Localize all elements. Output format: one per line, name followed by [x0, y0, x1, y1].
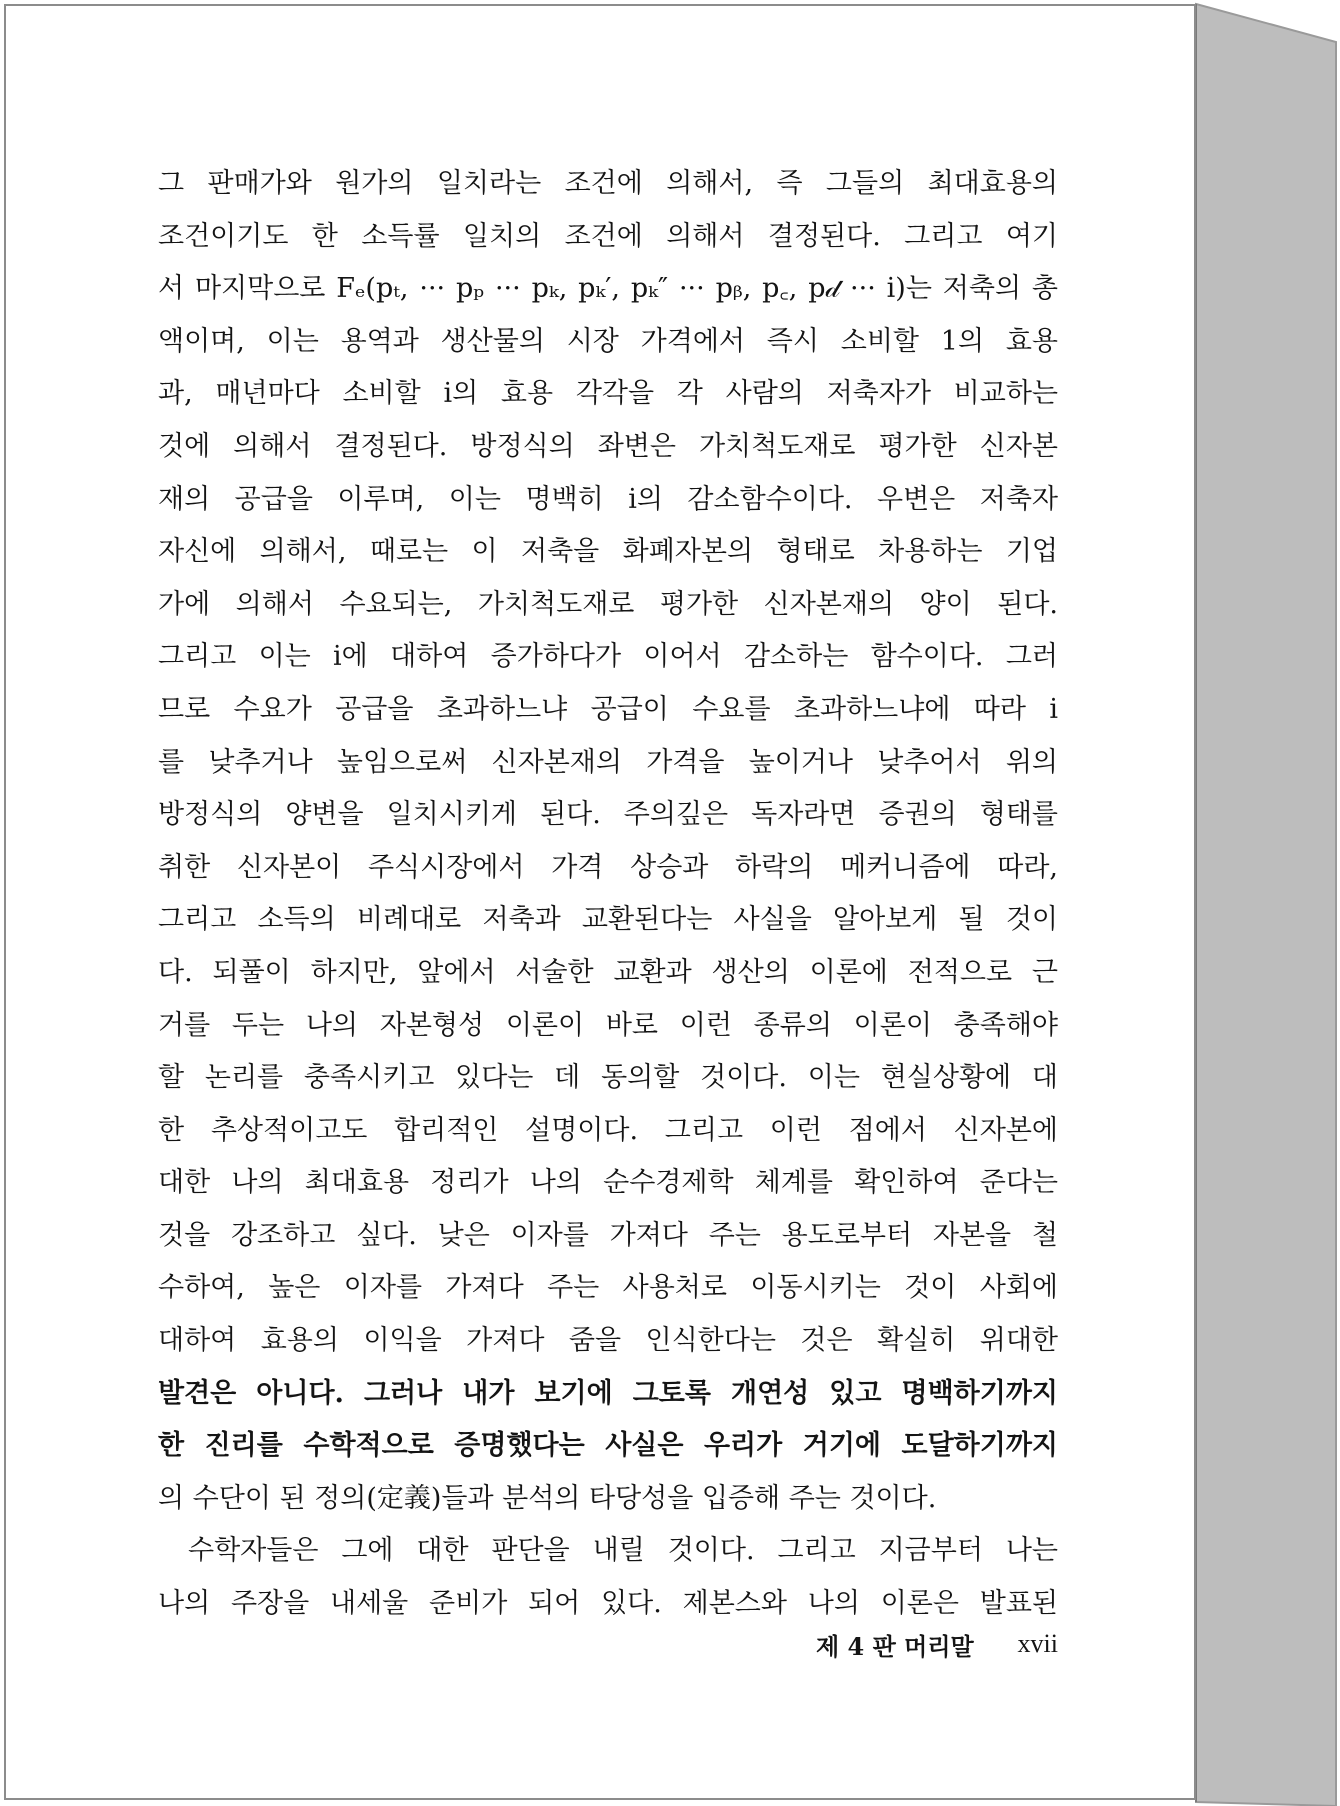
- text-line: 그리고 소득의 비례대로 저축과 교환된다는 사실을 알아보게 될 것이: [158, 904, 1058, 936]
- text-line: 그 판매가와 원가의 일치라는 조건에 의해서, 즉 그들의 최대효용의: [158, 168, 1058, 199]
- text-line: 취한 신자본이 주식시장에서 가격 상승과 하락의 메커니즘에 따라,: [158, 851, 1058, 883]
- text-line: 재의 공급을 이루며, 이는 명백히 i의 감소함수이다. 우변은 저축자: [158, 483, 1058, 515]
- text-line: 므로 수요가 공급을 초과하느냐 공급이 수요를 초과하느냐에 따라 i: [158, 693, 1058, 725]
- text-line: 방정식의 양변을 일치시키게 된다. 주의깊은 독자라면 증권의 형태를: [158, 799, 1058, 831]
- running-footer: [816, 1624, 1058, 1664]
- text-line: 가에 의해서 수요되는, 가치척도재로 평가한 신자본재의 양이 된다.: [158, 588, 1058, 620]
- text-line: 자신에 의해서, 때로는 이 저축을 화폐자본의 형태로 차용하는 기업: [158, 536, 1058, 568]
- text-line: 조건이기도 한 소득률 일치의 조건에 의해서 결정된다. 그리고 여기: [158, 220, 1058, 252]
- paragraph-end-line: 의 수단이 된 정의(定義)들과 분석의 타당성을 입증해 주는 것이다.: [158, 1482, 937, 1514]
- emphasized-text-line: 한 진리를 수학적으로 증명했다는 사실은 우리가 거기에 도달하기까지: [158, 1430, 1058, 1462]
- emphasized-text-line: 발견은 아니다. 그러나 내가 보기에 그토록 개연성 있고 명백하기까지: [158, 1377, 1058, 1409]
- text-line: 대하여 효용의 이익을 가져다 줌을 인식한다는 것은 확실히 위대한: [158, 1325, 1058, 1357]
- text-line: 나의 주장을 내세울 준비가 되어 있다. 제본스와 나의 이론은 발표된: [158, 1588, 1058, 1620]
- text-line: 서 마지막으로 Fₑ(pₜ, ··· pₚ ··· pₖ, pₖ′, pₖ″ ··· pᵦ, p꜀, p𝒹 ··· i)는 저축의 총: [158, 273, 1058, 305]
- text-line: 액이며, 이는 용역과 생산물의 시장 가격에서 즉시 소비할 1의 효용: [158, 325, 1058, 357]
- footer-section-title: 제 4 판 머리말: [816, 1631, 974, 1661]
- text-line: 것에 의해서 결정된다. 방정식의 좌변은 가치척도재로 평가한 신자본: [158, 430, 1058, 462]
- paragraph-first-line: 수학자들은 그에 대한 판단을 내릴 것이다. 그리고 지금부터 나는: [188, 1535, 1058, 1567]
- text-line: 다. 되풀이 하지만, 앞에서 서술한 교환과 생산의 이론에 전적으로 근: [158, 956, 1058, 988]
- text-line: 그리고 이는 i에 대하여 증가하다가 이어서 감소하는 함수이다. 그러: [158, 641, 1058, 673]
- text-line: 거를 두는 나의 자본형성 이론이 바로 이런 종류의 이론이 충족해야: [158, 1009, 1058, 1041]
- text-line: 과, 매년마다 소비할 i의 효용 각각을 각 사람의 저축자가 비교하는: [158, 378, 1058, 410]
- book-page: [4, 4, 1196, 1800]
- page-number: xvii: [1017, 1629, 1058, 1658]
- text-line: 한 추상적이고도 합리적인 설명이다. 그리고 이런 점에서 신자본에: [158, 1114, 1058, 1146]
- text-line: 할 논리를 충족시키고 있다는 데 동의할 것이다. 이는 현실상황에 대: [158, 1062, 1058, 1094]
- body-text: [158, 158, 1058, 1631]
- text-line: 를 낮추거나 높임으로써 신자본재의 가격을 높이거나 낮추어서 위의: [158, 746, 1058, 778]
- text-line: 것을 강조하고 싶다. 낮은 이자를 가져다 주는 용도로부터 자본을 철: [158, 1219, 1058, 1251]
- text-line: 대한 나의 최대효용 정리가 나의 순수경제학 체계를 확인하여 준다는: [158, 1167, 1058, 1199]
- text-line: 수하여, 높은 이자를 가져다 주는 사용처로 이동시키는 것이 사회에: [158, 1272, 1058, 1304]
